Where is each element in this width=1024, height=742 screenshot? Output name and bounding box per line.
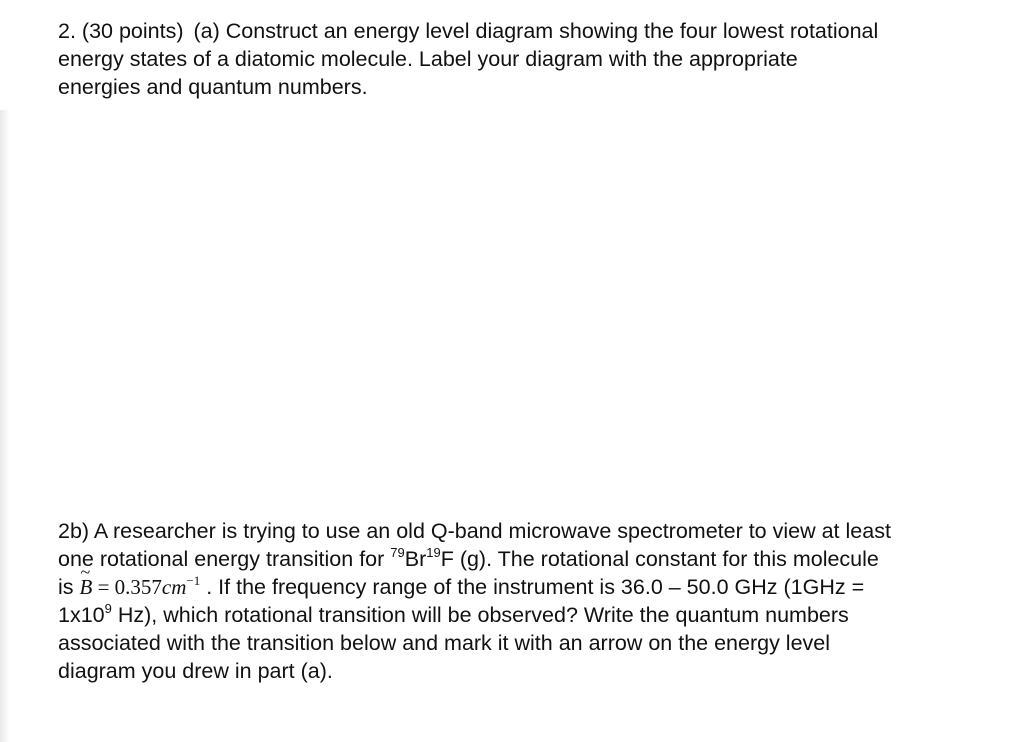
rotational-constant-equation xyxy=(80,575,201,599)
part-label: (a) xyxy=(193,19,220,43)
question-2b-line-4-end: Hz), which rotational transition will be observed? Write the quantum numbers xyxy=(111,603,849,627)
br-element: Br xyxy=(404,547,427,571)
question-2a-line-2: energy states of a diatomic molecule. Label your diagram with the appropriate xyxy=(58,47,798,71)
question-2b-line-6: diagram you drew in part (a). xyxy=(58,659,333,683)
rotational-constant-exponent: −1 xyxy=(186,573,201,588)
question-number: 2. (30 points) xyxy=(58,19,184,43)
question-2a-line-1-text: Construct an energy level diagram showing the four lowest rotational xyxy=(225,19,879,43)
question-2b-line-2 xyxy=(58,545,1008,573)
rotational-constant-unit: cm xyxy=(161,575,187,599)
question-2b-line-3 xyxy=(58,573,1008,601)
question-2a-line-3: energies and quantum numbers. xyxy=(58,75,368,99)
f-isotope: 19 xyxy=(426,544,441,560)
question-2b-line-3-end: . If the frequency range of the instrument is 36.0 – 50.0 GHz (1GHz = xyxy=(200,575,865,599)
f-element: F xyxy=(440,547,454,571)
question-2b-line-2-end: (g). The rotational constant for this molecule xyxy=(453,547,879,571)
question-2b-line-5: associated with the transition below and mark it with an arrow on the energy level xyxy=(58,631,831,655)
br-isotope: 79 xyxy=(390,544,405,560)
page-left-edge-shadow xyxy=(0,110,10,742)
rotational-constant-value: = 0.357 xyxy=(92,575,162,599)
power-of-ten-exponent: 9 xyxy=(104,600,112,616)
question-2b-line-1: 2b) A researcher is trying to use an old Q-band microwave spectrometer to view at least xyxy=(58,519,891,543)
b-tilde-symbol: ~ B xyxy=(80,573,93,601)
question-2b-line-2-start: one rotational energy transition for xyxy=(58,547,391,571)
question-2b-line-4-start: 1x10 xyxy=(58,603,105,627)
question-2b-line-4 xyxy=(58,601,1008,629)
question-2a xyxy=(58,17,1008,101)
question-2b-line-3-start: is xyxy=(58,575,80,599)
question-2a-line-1 xyxy=(58,17,1008,45)
question-2b xyxy=(58,517,1008,685)
